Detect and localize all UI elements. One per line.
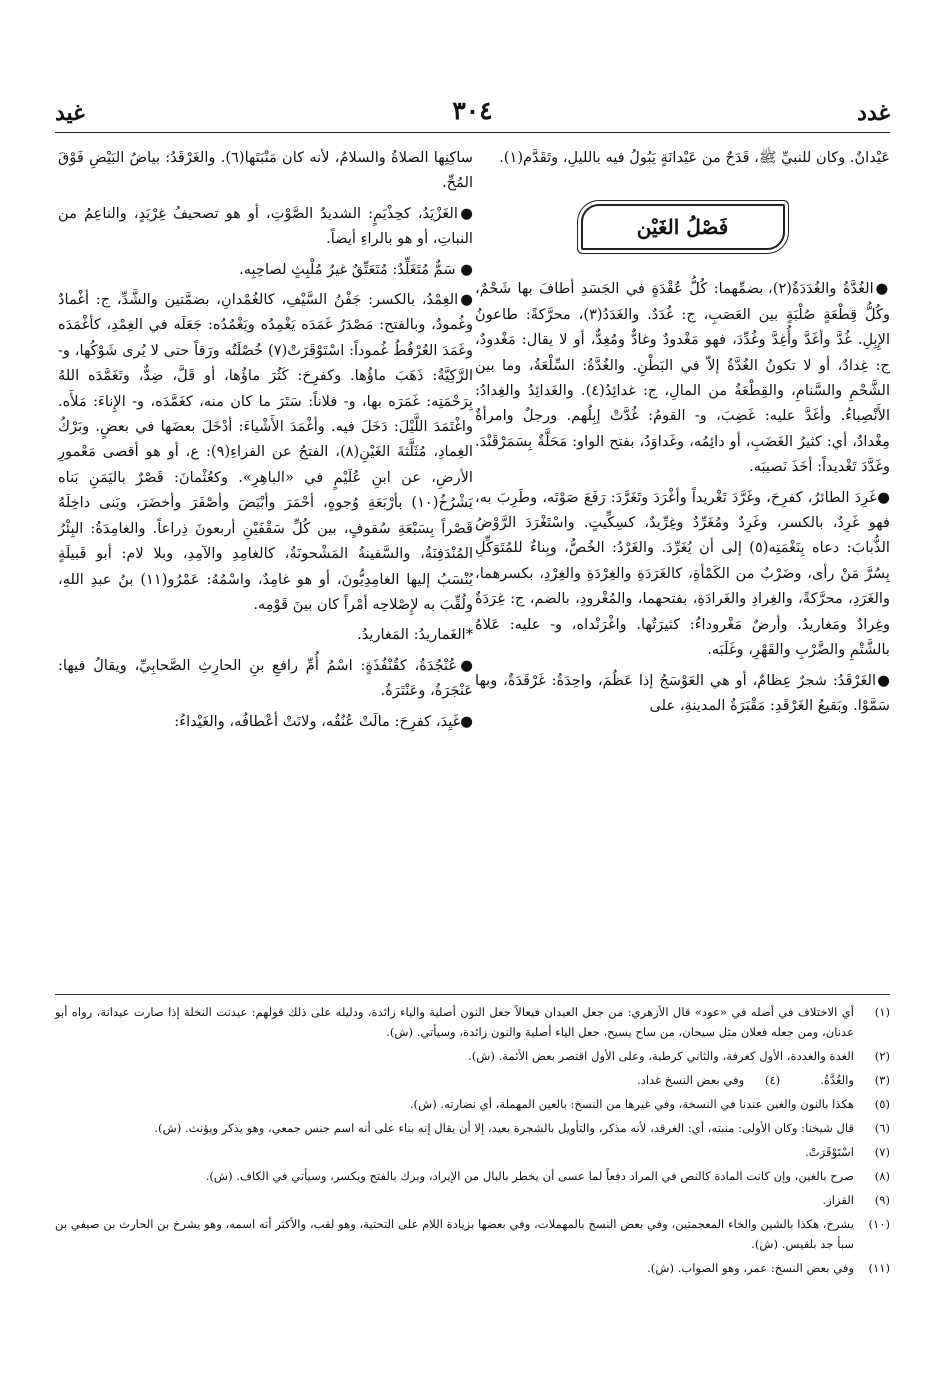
footnote	[55, 1214, 890, 1254]
footnotes	[55, 1002, 890, 1282]
page-header	[55, 96, 890, 136]
footnote	[55, 1046, 890, 1066]
footnote-text: يشرخ، هكذا بالشين والخاء المعجمتين، وفي بعض النسخ بالمهملات، وفي بعضها بزيادة اللام على التحتية، وهو لقب، والأكثر أنه اسمه، وهو يشرخ بن الحارث بن صيفي بن سبأ جد بلقيس. (ش).	[55, 1217, 854, 1251]
entry-paragraph: ●الغَرْقَدُ: شجرٌ عِظامٌ، أو هي العَوْسَجُ إذا عَظُمَ، واحِدَةُ: غَرْقَدَةٌ، وبها سَمَّوْا. وبَقيعُ الغَرْقَدِ: مَقْبَرَةُ المدينةِ، على	[475, 671, 890, 714]
footnote-text: وفي بعض النسخ غداد.	[637, 1073, 745, 1087]
footnote	[55, 1166, 890, 1186]
footnote-text: قال شيخنا: وكان الأولى: منبته، أي: الغرقد، لأنه مذكر، والتأويل بالشجرة بعيد، إلا أن يقال إنه بناء على أنه اسم جنس جمعي، وهو يذكر ويؤنث. (ش).	[154, 1121, 854, 1135]
footnote-rule	[55, 994, 890, 995]
entry-paragraph: ●الغِمْدُ، بالكسر: جَفْنُ السَّيْفِ، كالغُمْدانِ، بضمَّتين والشَّدِّ، ج: أغْمادٌ وغُمودٌ، وبالفتح: مَصْدَرُ غَمَدَه يَغْمِدُه ويَغْمُدُه: جَعَلَه في الغِمْدِ، كأغْمَدَه وغَمَدَ العُرْفُطُ غُموداً: اسْتَوْقَرَتْ(٧) خُصْلَتُه ورَقاً حتى لا يُرى شَوْكُها، و- الرَّكِيَّةُ: ذَهَبَ ماؤُها. وكفرِحَ: كَثُرَ ماؤُها، أو قَلَّ، ضِدٌّ، وتَغَمَّدَه اللهُ بِرَحْمَتِه: غَمَرَه بها، و- فلاناً: سَتَرَ ما كان منه، كغَمَّدَه، و- الإِناءَ: مَلأَه. واغْتَمَدَ اللَّيْلَ: دَخَلَ فيه. وأغْمَدَ الأَشْياءَ: أدْخَلَ بعضَها في بعضٍ. وبَرْكُ الغِمادِ، مُثَلَّثةَ الغَيْنِ(٨)، الفتحُ عن الفراءِ(٩): ع، أو هو أقصى مَعْمورِ الأرضِ، عن ابنِ عُلَيْمٍ في «الباهِرِ». وكعُثْمانَ: قَصْرٌ باليَمَنِ بَناه يَشْرُخُ(١٠) بأرْبَعَةِ وُجوهٍ، أحْمَرَ وأبْيَضَ وأصْفَرَ وأخضَرَ، وبَنى داخِلَهُ قَصْراً بِسَبْعَةِ سُقوفٍ، بين كُلِّ سَقْفَيْنِ أربعونَ ذِراعاً. والغامِدَةُ: البِئْرُ المُنْدَفِنَةُ، والسَّفينةُ المَشْحونَةُ، كالغامِدِ والآمِدِ، وبلا لام: أبو قَبيلَةٍ يُنْسَبُ إليها الغامِدِيُّونَ، أو هو غامِدٌ، واسْمُهُ: عَمْرُو(١١) بنُ عبدِ اللهِ، ولُقِّبَ به لإِصْلاحِه أمْراً كان بينَ قَوْمِه.	[58, 291, 473, 613]
footnote	[55, 1142, 890, 1162]
footnote-number: (٨)	[874, 1169, 890, 1183]
entry-paragraph: ●غَرِدَ الطائرُ، كفرِحَ، وغَرَّدَ تَغْريداً وأغْرَدَ وتَغَرَّدَ: رَفَعَ صَوْتَه، وطَرِبَ به، فهو غَرِدٌ، بالكسر، وغَرِدٌ ومُغَرِّدٌ وغِرِّيدٌ، كسِكِّيتٍ. واسْتَغْرَدَ الرَّوْضُ الذُّبابَ: دعاه بِنَغْمَتِه(٥) إلى أن يُغَرِّدَ. والغَرْدُ: الخُصُّ، وبِناءٌ للمُتَوَكِّلِ بِسُرَّ مَنْ رأى، وضَرْبٌ من الكَمْأةِ، كالغَرَدَةِ والغِرْدَةِ والغِرْدِ، بكسرهما، والغَرَدِ، محرَّكةً، والغِرادِ والغَرادَةِ، بفتحهما، والمُغْرودِ، بالضم، ج: غِرَدَةٌ وغِرادٌ ومَغاريدُ. وأرضٌ مَغْروداءُ: كثيرَتُها. واغْرَنْداه، و- عليه: عَلاهُ بالشَّتْمِ والضَّرْبِ والقَهْرِ، وغَلَبَه.	[475, 488, 890, 659]
footnote-number: (٤)	[764, 1073, 781, 1087]
entry-paragraph: ● سَمٌّ مُتَغَلِّدٌ: مُتَعَتِّقٌ غيرُ مُلْبِثٍ لصاحِبِه.	[239, 260, 473, 278]
footnote-text: القزاز.	[822, 1193, 854, 1207]
footnote-text: صرح بالغين، وإن كانت المادة كالنص في المراد دفعاً لما عسى أن يخطر بالبال من الإيراد، وبرك بالفتح ويكسر، وسيأتي في الكاف. (ش).	[205, 1169, 854, 1183]
footnote-number: (٩)	[874, 1193, 890, 1207]
footnote-number: (٢)	[874, 1049, 890, 1063]
entry-paragraph: ساكِنِها الصلاةُ والسلامُ، لأنه كان مَنْبَتَها(٦). والغَرْقَدُ: بياضُ البَيْضِ فَوْقَ المُحِّ.	[58, 149, 473, 192]
entry-paragraph: *الغَماريدُ: المَغاريدُ.	[357, 626, 473, 644]
section-title: فَصْلُ الغَيْن	[636, 214, 729, 239]
footnote-text: هكذا بالنون والغين عندنا في النسخة، وفي غيرها من النسخ: بالعين المهملة، أي نضارته. (ش).	[409, 1097, 854, 1111]
footnote-number: (٥)	[874, 1097, 890, 1111]
entry-paragraph: ●غَيِدَ، كفرِحَ: مالَتْ عُنُقُه، ولانَتْ أعْطافُه، والغَيْداءُ:	[174, 712, 473, 730]
left-column	[58, 145, 473, 739]
header-guide-word-left: غيد	[55, 100, 85, 126]
footnote-number: (١٠)	[868, 1217, 890, 1231]
footnote	[55, 1118, 890, 1138]
continued-paragraph: عَيْدانٌ. وكان للنبيِّ ﷺ، قَدَحٌ من عَيْدانَةٍ يَبُولُ فيه بالليلِ، وتَقَدَّم(١).	[499, 149, 890, 166]
footnote	[55, 1002, 890, 1042]
footnote-number: (١)	[874, 1005, 890, 1019]
footnote	[637, 1070, 780, 1090]
entry-paragraph: ●عُنْجُدَةُ، كقُنْفُذَةٍ: اسْمُ أُمِّ رافعِ بنِ الحارِثِ الصَّحابِيِّ، ويقالُ فيها: عَنْجَرَةُ، وعَنْتَرَةُ.	[58, 656, 473, 700]
section-title-box	[581, 204, 785, 250]
footnote-number: (١١)	[868, 1261, 890, 1275]
header-rule	[55, 132, 890, 133]
footnote	[55, 1258, 890, 1278]
footnote-pair	[55, 1070, 890, 1094]
footnote	[55, 1094, 890, 1114]
right-column	[475, 145, 890, 723]
footnote-text: والغُدَّةُ.	[820, 1073, 854, 1087]
footnote-text: اسْتَوْقَرَتْ.	[805, 1145, 854, 1159]
page-number: ٣٠٤	[452, 96, 493, 125]
footnote-number: (٧)	[874, 1145, 890, 1159]
footnote-number: (٣)	[874, 1073, 890, 1087]
entry-paragraph: ●الغُدَّةُ والغُدَدَةُ(٢)، بضمِّهما: كُلُّ عُقْدَةٍ في الجَسَدِ أطافَ بها شَحْمٌ، وكُلُّ قِطْعَةٍ صُلْبَةٍ بين العَصَبِ، ج: غُدَدٌ. والغَدَدُ(٣)، محرَّكةً: طاعونُ الإِبِلِ. غُدَّ وأغَدَّ وأُغِدَّ وغُدِّدَ، فهو مَغْدودٌ وغادٌّ ومُغِدٌّ، أو لا يقال: مَغْدودٌ، ج: غِدادٌ، أو لا تكونُ الغُدَّةُ إلاّ في البَطْنِ. والغُدَّةُ: السِّلْعَةُ، وما بين الشَّحْمِ والسَّنامِ، والقِطْعَةُ من المالِ، ج: غدائِدُ(٤). والغَدائِدُ والغِدادُ: الأَنْصِباءُ. وأغَدَّ عليه: غَضِبَ، و- القومُ: غُدَّتْ إبِلُهم. ورجلٌ وامرأةٌ مِغْدادٌ، أي: كثيرُ الغَضَبِ، أو دائِمُه، وغَداوَدُ، بفتح الواو: مَحَلَّةٌ بِسَمَرْقَنْدَ. وغَدَّدَ تَغْديداً: أخَذَ نَصيبَه.	[475, 280, 890, 476]
footnote-text: أي الاختلاف في أصله في «عود» قال الأزهري: من جعل العيدان فيعالاً جعل النون أصلية والياء زائدة، ودليله على ذلك قولهم: عيدنت النخلة إذا صارت عيدانة، رواه أبو عدنان، ومن جعله فعلان مثل سيحان، من ساح يسيح، جعل الياء أصلية والنون زائدة، وسيأتي. (ش).	[55, 1005, 854, 1039]
footnote	[55, 1190, 890, 1210]
footnote-number: (٦)	[874, 1121, 890, 1135]
header-guide-word-right: غدد	[857, 100, 890, 126]
footnote-text: وفي بعض النسخ: عمر، وهو الصواب. (ش).	[647, 1261, 854, 1275]
footnote	[820, 1070, 890, 1090]
entry-paragraph: ●الغَزْيَدُ، كحِذْيَمٍ: الشديدُ الصَّوْتِ، أو هو تصحيفُ غِرْيَدٍ، والناعِمُ من النباتِ، أو هو بالراءِ أيضاً.	[58, 204, 473, 248]
footnote-text: الغدة والغددة، الأول كغرفة، والثاني كرطبة، وعلى الأول اقتصر بعض الأئمة. (ش).	[468, 1049, 854, 1063]
